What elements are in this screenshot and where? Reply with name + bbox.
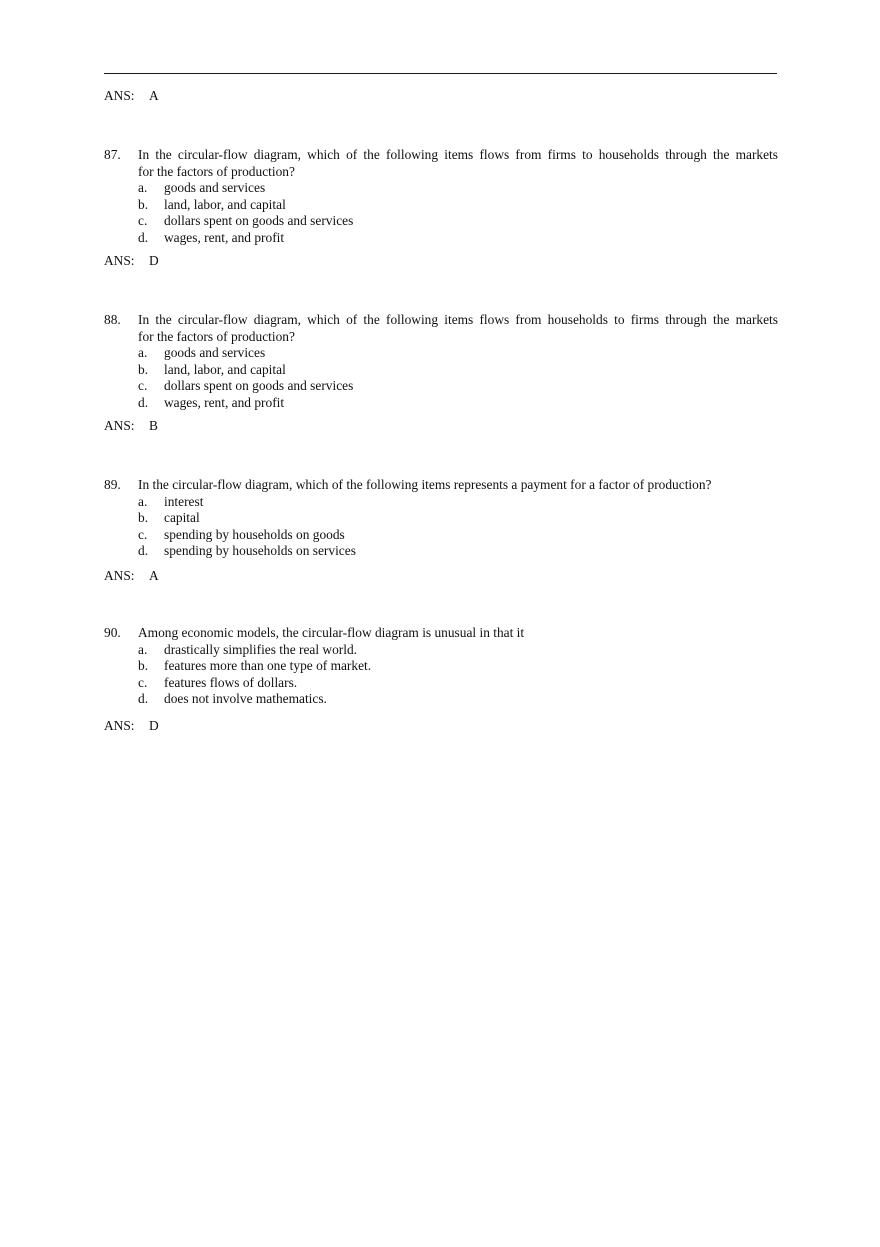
question-87 — [104, 147, 778, 247]
option-letter: c. — [138, 526, 148, 542]
option-letter: a. — [138, 180, 148, 196]
option-a — [138, 494, 778, 511]
option-d — [138, 691, 778, 708]
top-rule — [104, 73, 777, 74]
option-text: interest — [164, 493, 204, 509]
option-a — [138, 642, 778, 659]
option-letter: c. — [138, 378, 148, 394]
option-list — [104, 345, 778, 411]
option-text: features more than one type of market. — [164, 658, 372, 674]
question-89 — [104, 477, 778, 560]
ans-label: ANS: — [104, 718, 135, 733]
option-b — [138, 658, 778, 675]
question-number: 89. — [104, 477, 121, 492]
option-letter: a. — [138, 641, 148, 657]
question-number: 87. — [104, 147, 121, 162]
ans-label: ANS: — [104, 88, 135, 103]
question-text-line: In the circular-flow diagram, which of the following items flows from households to firms through the markets — [138, 312, 778, 327]
option-b — [138, 362, 778, 379]
option-list — [104, 642, 778, 708]
answer-line-90 — [104, 718, 159, 735]
answer-line-top — [104, 88, 159, 105]
ans-value: D — [149, 718, 159, 733]
answer-line-87 — [104, 253, 159, 270]
option-letter: d. — [138, 229, 149, 245]
option-c — [138, 213, 778, 230]
option-letter: d. — [138, 394, 149, 410]
option-text: dollars spent on goods and services — [164, 378, 354, 394]
ans-value: A — [149, 88, 159, 103]
option-letter: a. — [138, 493, 148, 509]
answer-line-89 — [104, 568, 159, 585]
option-list — [104, 180, 778, 246]
option-b — [138, 510, 778, 527]
option-d — [138, 230, 778, 247]
option-text: dollars spent on goods and services — [164, 213, 354, 229]
question-text-line: In the circular-flow diagram, which of the following items flows from firms to households through the markets — [138, 147, 778, 162]
option-text: wages, rent, and profit — [164, 229, 285, 245]
option-letter: b. — [138, 196, 149, 212]
option-text: drastically simplifies the real world. — [164, 641, 357, 657]
answer-line-88 — [104, 418, 158, 435]
option-text: does not involve mathematics. — [164, 691, 327, 707]
option-letter: a. — [138, 345, 148, 361]
question-number: 90. — [104, 625, 121, 640]
ans-value: D — [149, 253, 159, 268]
option-text: features flows of dollars. — [164, 674, 298, 690]
option-text: land, labor, and capital — [164, 196, 286, 212]
option-b — [138, 197, 778, 214]
question-90 — [104, 625, 778, 708]
question-text-line: for the factors of production? — [138, 328, 295, 344]
question-stem — [104, 477, 778, 494]
option-text: spending by households on services — [164, 543, 356, 559]
question-text-line: for the factors of production? — [138, 163, 295, 179]
ans-label: ANS: — [104, 253, 135, 268]
option-text: capital — [164, 510, 200, 526]
option-list — [104, 494, 778, 560]
option-letter: b. — [138, 510, 149, 526]
ans-label: ANS: — [104, 568, 135, 583]
ans-value: A — [149, 568, 159, 583]
question-text-line: In the circular-flow diagram, which of the following items represents a payment for a factor of production? — [138, 477, 712, 492]
question-stem — [104, 625, 778, 642]
ans-value: B — [149, 418, 158, 433]
option-letter: d. — [138, 691, 149, 707]
question-stem — [104, 312, 778, 345]
question-stem — [104, 147, 778, 180]
option-text: spending by households on goods — [164, 526, 345, 542]
option-c — [138, 527, 778, 544]
option-c — [138, 675, 778, 692]
option-d — [138, 543, 778, 560]
option-letter: b. — [138, 361, 149, 377]
option-letter: b. — [138, 658, 149, 674]
option-letter: c. — [138, 213, 148, 229]
option-a — [138, 180, 778, 197]
option-text: goods and services — [164, 180, 266, 196]
option-text: goods and services — [164, 345, 266, 361]
option-a — [138, 345, 778, 362]
option-text: land, labor, and capital — [164, 361, 286, 377]
option-letter: c. — [138, 674, 148, 690]
option-text: wages, rent, and profit — [164, 394, 285, 410]
option-letter: d. — [138, 543, 149, 559]
question-number: 88. — [104, 312, 121, 327]
ans-label: ANS: — [104, 418, 135, 433]
option-c — [138, 378, 778, 395]
option-d — [138, 395, 778, 412]
question-88 — [104, 312, 778, 412]
question-text-line: Among economic models, the circular-flow diagram is unusual in that it — [138, 625, 525, 640]
